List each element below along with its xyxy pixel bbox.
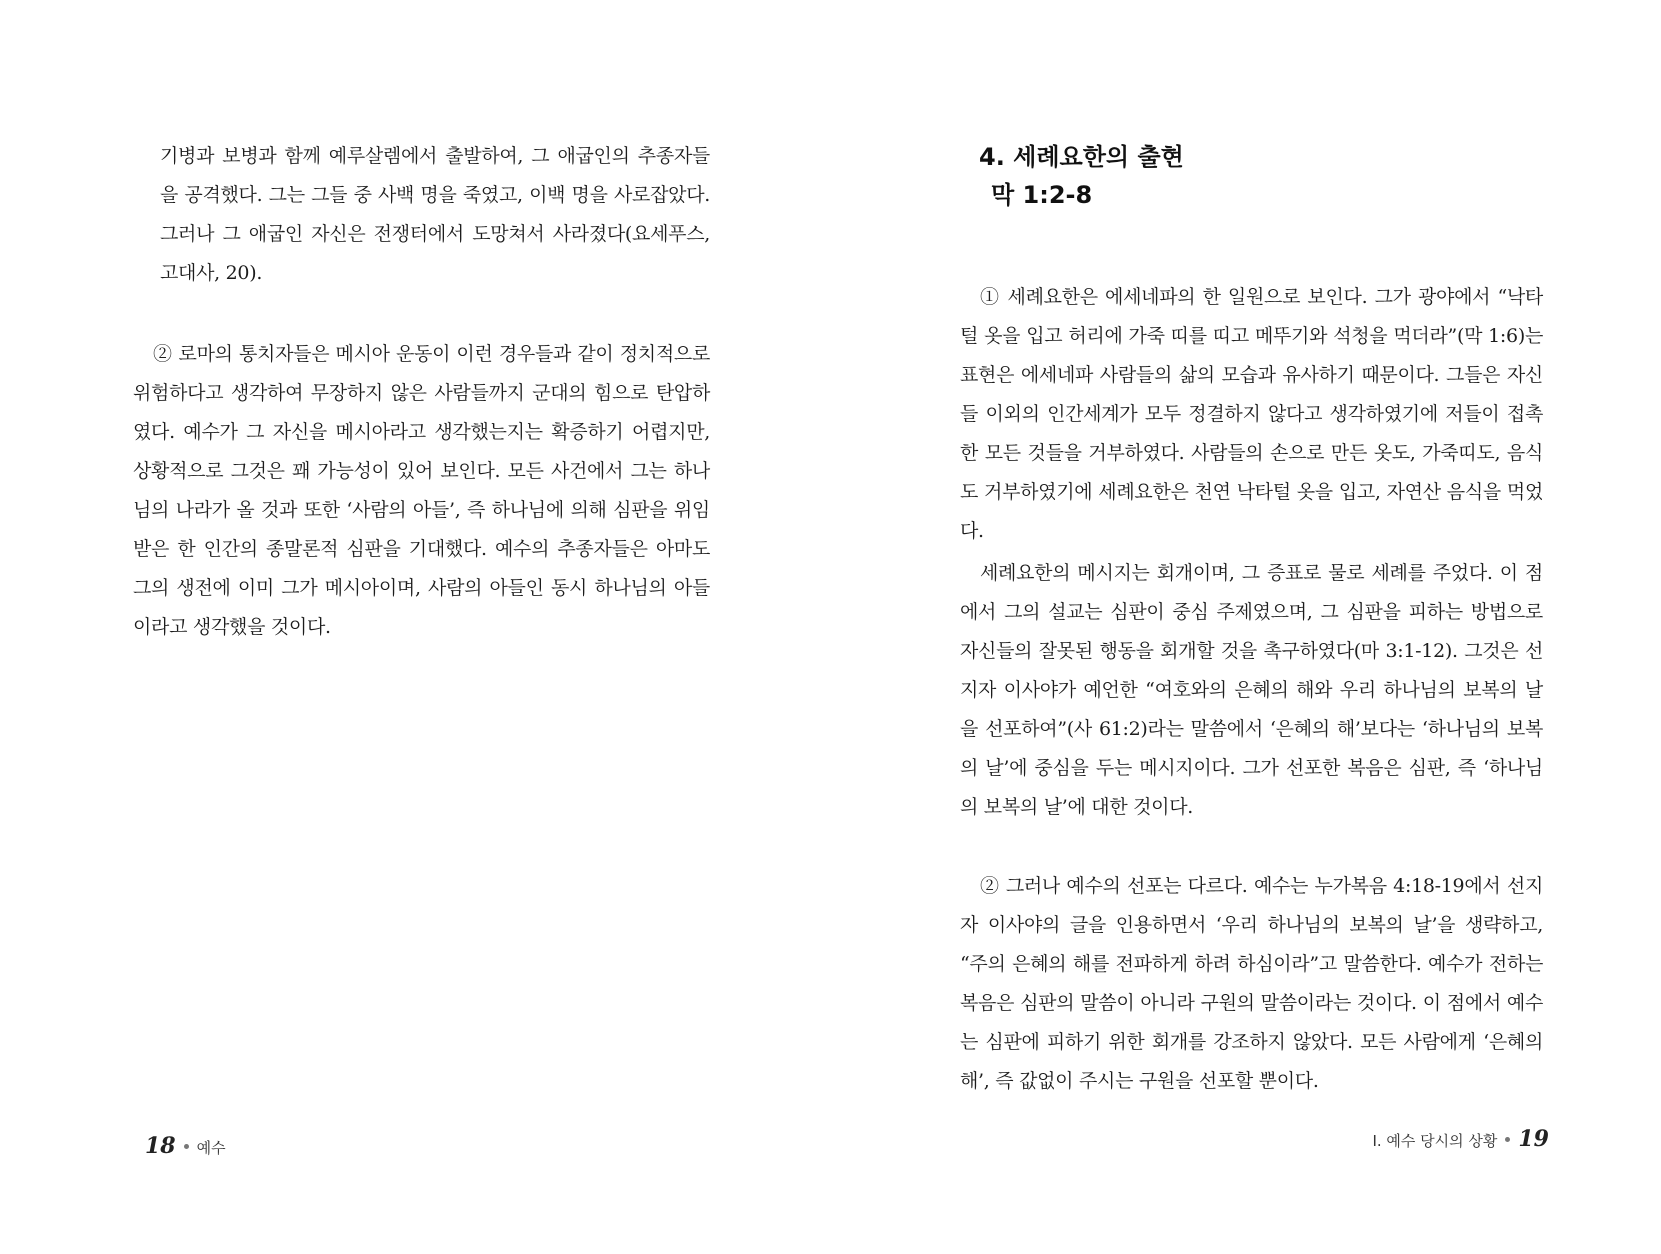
right-paragraph-essene: ① 세례요한은 에세네파의 한 일원으로 보인다. 그가 광야에서 “낙타털 옷을 입고 허리에 가죽 띠를 띠고 메뚜기와 석청을 먹더라”(막 1:6)는 표현은 에세네파 사람들의 삶의 모습과 유사하기 때문이다. 그들은 자신들 이외의 인간세계가 모두 정결하지 않다고 생각하였기에 저들이 접촉한 모든 것들을 거부하였다. 사람들의 손으로 만든 옷도, 가죽띠도, 음식도 거부하였기에 세례요한은 천연 낙타털 옷을 입고, 자연산 음식을 먹었다.: [960, 286, 1543, 542]
left-footer: [145, 1133, 226, 1159]
running-title-left: 예수: [196, 1139, 226, 1157]
page-number-left: 18: [145, 1133, 176, 1159]
section-title: 4. 세례요한의 출현: [979, 143, 1184, 171]
scripture-reference: 막 1:2-8: [991, 181, 1093, 209]
section-heading: [979, 138, 1184, 214]
running-title-right: I. 예수 당시의 상황: [1372, 1132, 1498, 1150]
bullet-dot-icon: [1505, 1137, 1510, 1142]
right-paragraph-jesus: ② 그러나 예수의 선포는 다르다. 예수는 누가복음 4:18-19에서 선지자 이사야의 글을 인용하면서 ‘우리 하나님의 보복의 날’을 생략하고, “주의 은혜의 해를 전파하게 하려 하심이라”고 말씀한다. 예수가 전하는 복음은 심판의 말씀이 아니라 구원의 말씀이라는 것이다. 이 점에서 예수는 심판에 피하기 위한 회개를 강조하지 않았다. 모든 사람에게 ‘은혜의 해’, 즉 값없이 주시는 구원을 선포할 뿐이다.: [960, 875, 1543, 1092]
left-paragraph-romans: ② 로마의 통치자들은 메시아 운동이 이런 경우들과 같이 정치적으로 위험하다고 생각하여 무장하지 않은 사람들까지 군대의 힘으로 탄압하였다. 예수가 그 자신을 메시아라고 생각했는지는 확증하기 어렵지만, 상황적으로 그것은 꽤 가능성이 있어 보인다. 모든 사건에서 그는 하나님의 나라가 올 것과 또한 ‘사람의 아들’, 즉 하나님에 의해 심판을 위임받은 한 인간의 종말론적 심판을 기대했다. 예수의 추종자들은 아마도 그의 생전에 이미 그가 메시아이며, 사람의 아들인 동시 하나님의 아들이라고 생각했을 것이다.: [133, 343, 710, 638]
left-paragraph-continued: 기병과 보병과 함께 예루살렘에서 출발하여, 그 애굽인의 추종자들을 공격했다. 그는 그들 중 사백 명을 죽였고, 이백 명을 사로잡았다. 그러나 그 애굽인 자신은 전쟁터에서 도망쳐서 사라졌다(요세푸스, 고대사, 20).: [160, 145, 710, 284]
right-paragraph-message: 세례요한의 메시지는 회개이며, 그 증표로 물로 세례를 주었다. 이 점에서 그의 설교는 심판이 중심 주제였으며, 그 심판을 피하는 방법으로 자신들의 잘못된 행동을 회개할 것을 촉구하였다(마 3:1-12). 그것은 선지자 이사야가 예언한 “여호와의 은혜의 해와 우리 하나님의 보복의 날을 선포하여”(사 61:2)라는 말씀에서 ‘은혜의 해’보다는 ‘하나님의 보복의 날’에 중심을 두는 메시지이다. 그가 선포한 복음은 심판, 즉 ‘하나님의 보복의 날’에 대한 것이다.: [960, 562, 1543, 818]
page-number-right: 19: [1518, 1126, 1549, 1152]
right-footer: [1372, 1126, 1549, 1152]
bullet-dot-icon: [184, 1144, 189, 1149]
